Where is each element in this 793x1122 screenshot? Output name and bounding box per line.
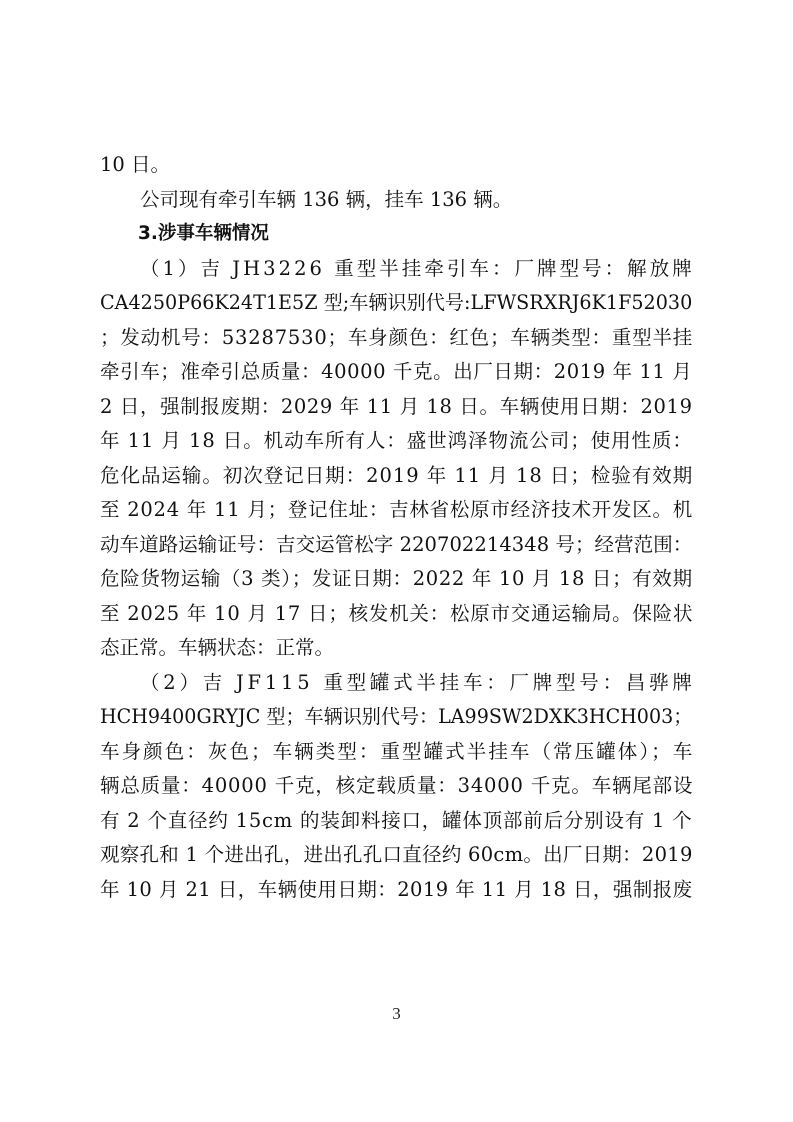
text-line: HCH9400GRYJC 型；车辆识别代号：LA99SW2DXK3HCH003；	[100, 705, 693, 728]
section-heading: 3.涉事车辆情况	[138, 223, 269, 244]
text-line: 至 2025 年 10 月 17 日；核发机关：松原市交通运输局。保险状	[100, 601, 694, 625]
text-line: 至 2024 年 11 月；登记住址：吉林省松原市经济技术开发区。机	[100, 498, 693, 521]
text-line: 牵引车；准牵引总质量：40000 千克。出厂日期：2019 年 11 月	[100, 360, 693, 383]
text-line: 态正常。车辆状态：正常。	[100, 636, 335, 659]
text-line: 公司现有牵引车辆 136 辆，挂车 136 辆。	[140, 187, 513, 211]
page-number: 3	[392, 1004, 401, 1023]
text-line: ；发动机号：53287530；车身颜色：红色；车辆类型：重型半挂	[100, 325, 694, 349]
text-line: 辆总质量：40000 千克，核定载质量：34000 千克。车辆尾部设	[100, 774, 694, 797]
text-line: CA4250P66K24T1E5Z 型;车辆识别代号:LFWSRXRJ6K1F52030	[100, 291, 693, 314]
text-line: 观察孔和 1 个进出孔，进出孔孔口直径约 60cm。出厂日期：2019	[100, 843, 693, 866]
text-line: 年 10 月 21 日，车辆使用日期：2019 年 11 月 18 日，强制报废	[100, 877, 693, 901]
text-line: 动车道路运输证号：吉交运管松字 220702214348 号；经营范围：	[100, 532, 693, 556]
text-line: （2）吉 JF115 重型罐式半挂车：厂牌型号：昌骅牌	[140, 670, 696, 694]
text-line: 10 日。	[100, 153, 171, 176]
text-line: 2 日，强制报废期：2029 年 11 月 18 日。车辆使用日期：2019	[100, 394, 693, 418]
text-line: 危险货物运输（3 类）；发证日期：2022 年 10 月 18 日；有效期	[100, 567, 693, 590]
text-line: 车身颜色：灰色；车辆类型：重型罐式半挂车（常压罐体）；车	[100, 739, 695, 763]
text-line: 年 11 月 18 日。机动车所有人：盛世鸿泽物流公司；使用性质：	[100, 429, 693, 452]
text-line: 有 2 个直径约 15cm 的装卸料接口，罐体顶部前后分别设有 1 个	[100, 808, 693, 832]
body-text	[100, 148, 696, 907]
text-line: （1）吉 JH3226 重型半挂牵引车：厂牌型号：解放牌	[140, 256, 695, 280]
text-line: 危化品运输。初次登记日期：2019 年 11 月 18 日；检验有效期	[100, 463, 694, 487]
